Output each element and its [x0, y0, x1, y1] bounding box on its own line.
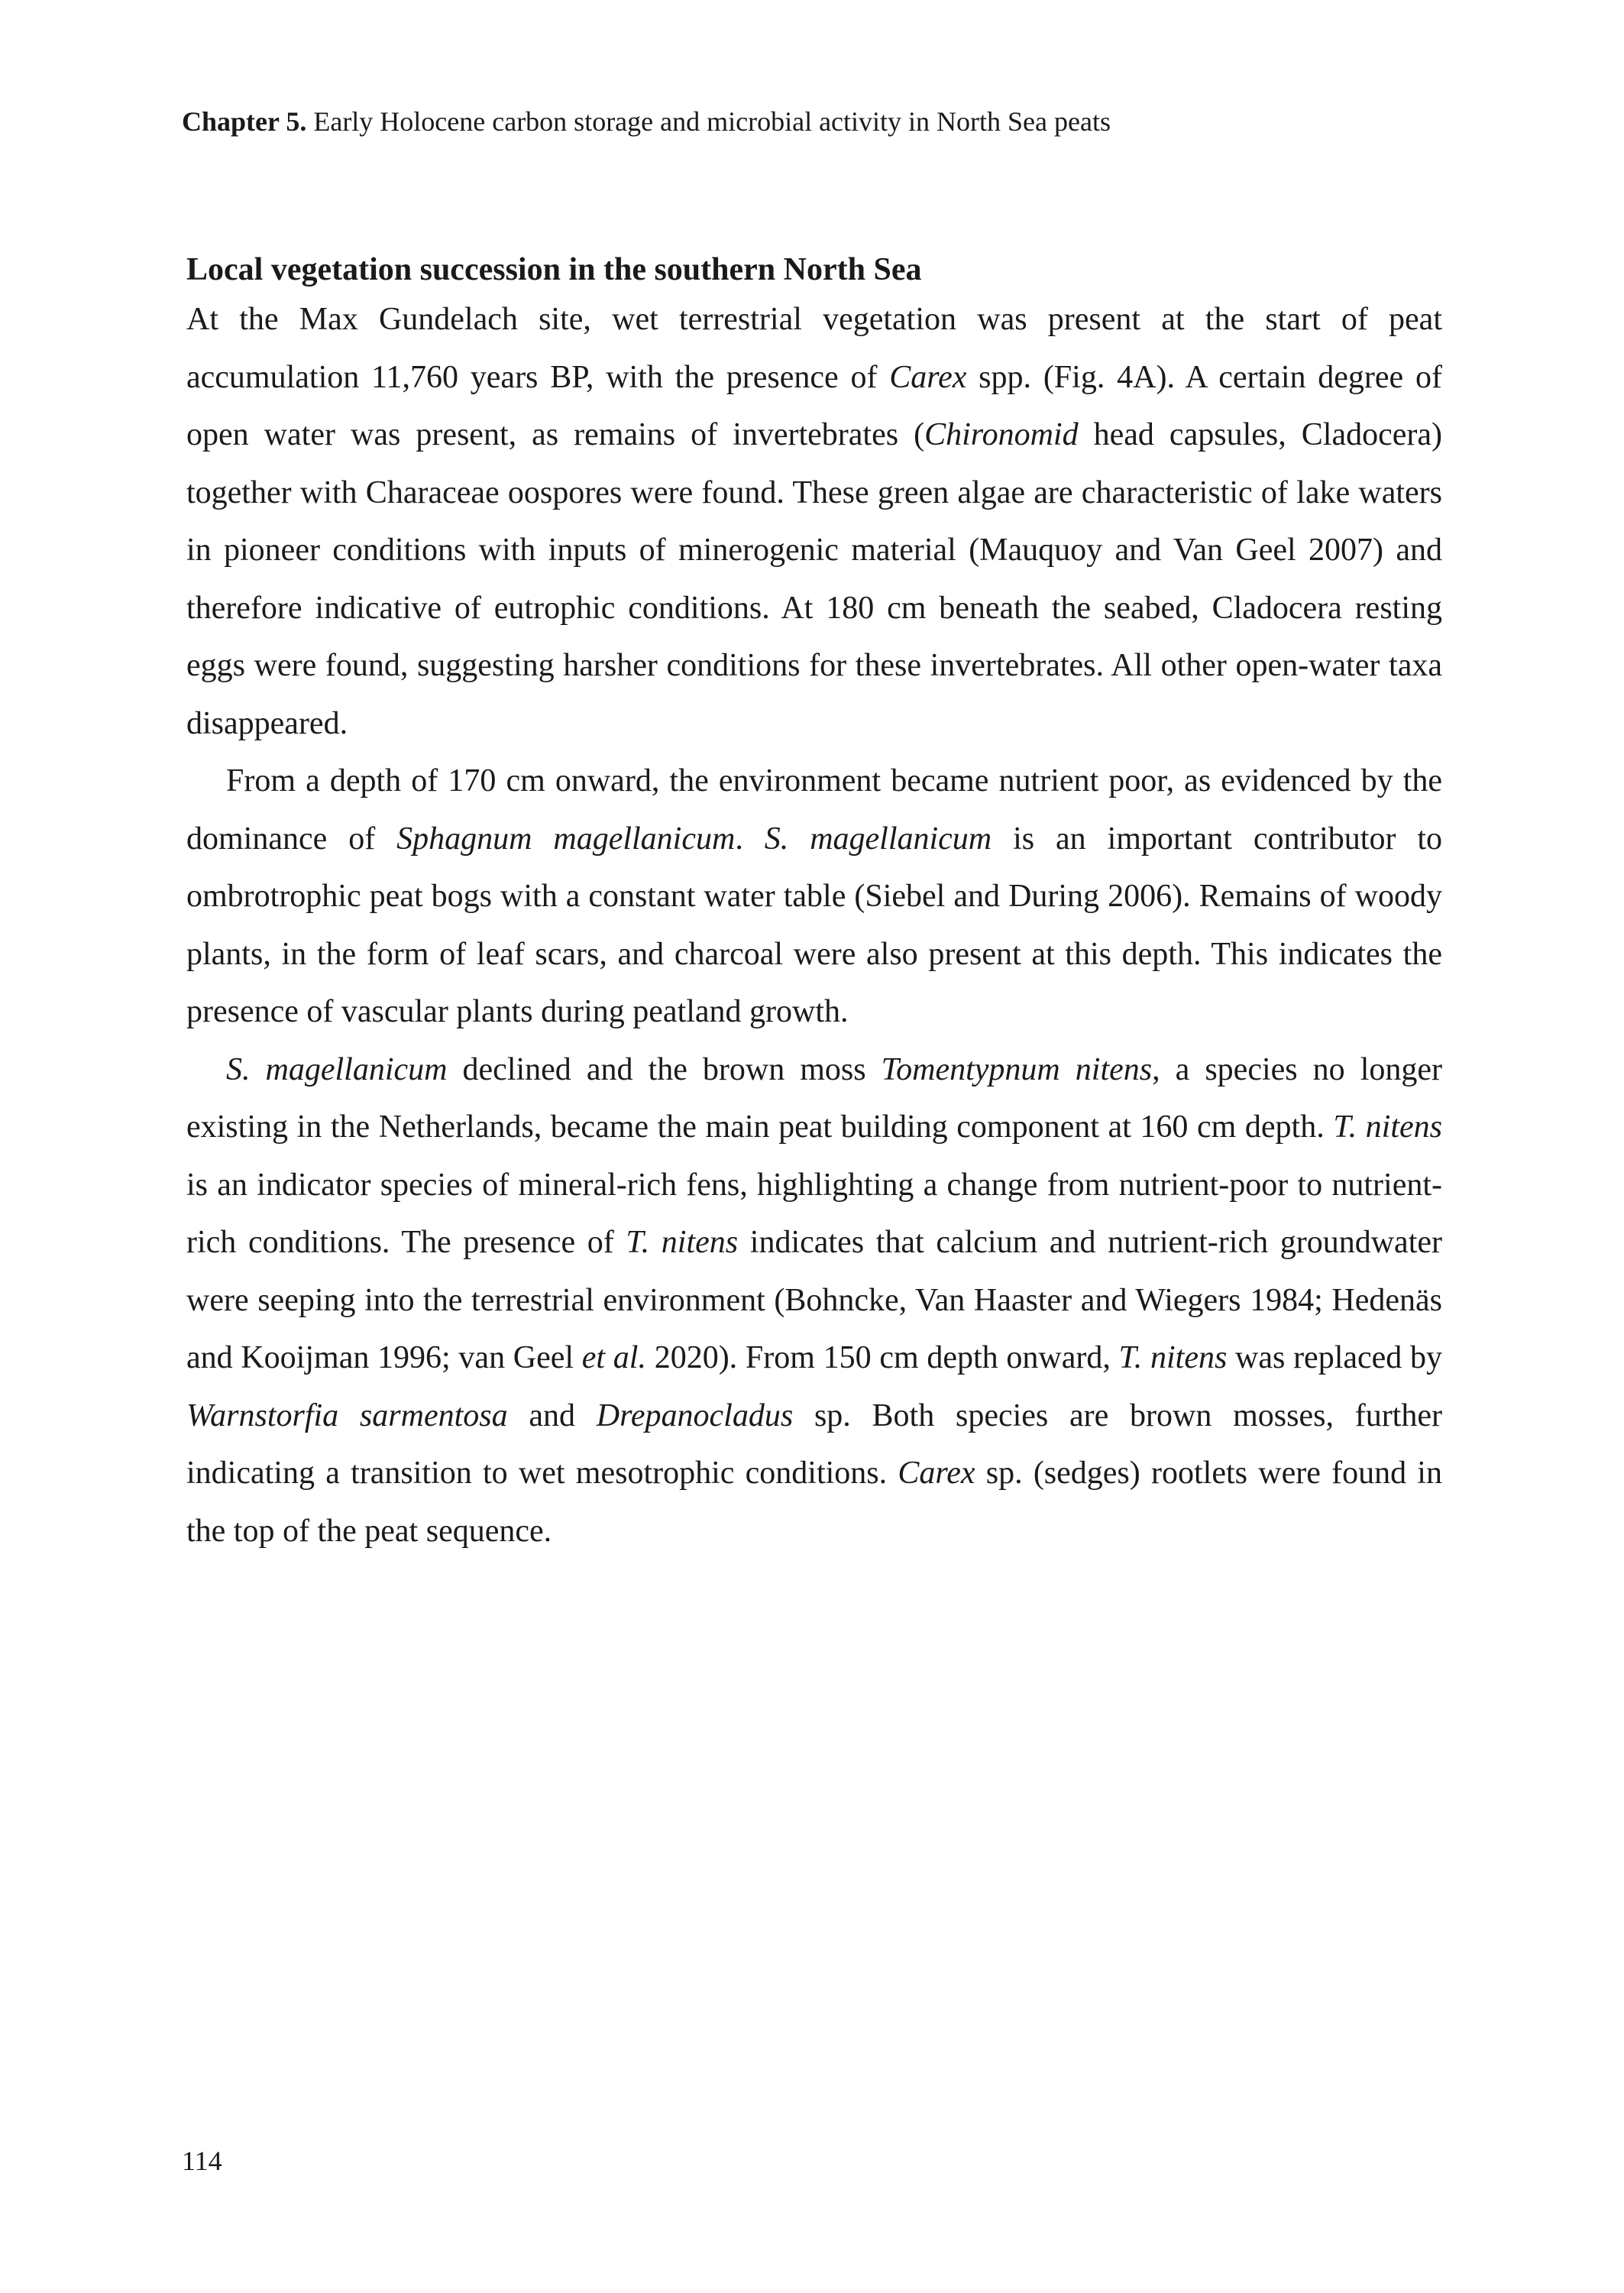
italic-term: Carex: [889, 359, 967, 395]
section-heading: Local vegetation succession in the southern North Sea: [186, 252, 922, 287]
paragraph-2: From a depth of 170 cm onward, the environment became nutrient poor, as evidenced by the dominance of Sphagnum magellanicum. S. magellanicum is an important contributor to ombrotrophic peat bogs with a constant water table (Siebel and During 2006). Remains of woody plants, in the form of leaf scars, and charcoal were also present at this depth. This indicates the presence of vascular plants during peatland growth.: [186, 763, 1443, 1029]
italic-term: Carex: [898, 1456, 975, 1491]
italic-term: Drepanocladus: [596, 1397, 794, 1433]
italic-term: T. nitens: [626, 1225, 739, 1260]
italic-term: S. magellanicum: [226, 1051, 448, 1087]
paragraph-3: S. magellanicum declined and the brown moss Tomentypnum nitens, a species no longer existing in the Netherlands, became the main peat building component at 160 cm depth. T. nitens is an indicator species of mineral-rich fens, highlighting a change from nutrient-poor to nutrient-rich conditions. The presence of T. nitens indicates that calcium and nutrient-rich groundwater were seeping into the terrestrial environment (Bohncke, Van Haaster and Wiegers 1984; Hedenäs and Kooijman 1996; van Geel et al. 2020). From 150 cm depth onward, T. nitens was replaced by Warnstorfia sarmentosa and Drepanocladus sp. Both species are brown mosses, further indicating a transition to wet mesotrophic conditions. Carex sp. (sedges) rootlets were found in the top of the peat sequence.: [186, 1051, 1442, 1549]
chapter-title: Early Holocene carbon storage and microbial activity in North Sea peats: [313, 106, 1111, 137]
chapter-label: Chapter 5.: [182, 106, 307, 137]
italic-term: Sphagnum magellanicum: [396, 821, 736, 857]
italic-term: T. nitens: [1333, 1109, 1442, 1145]
italic-term: T. nitens: [1118, 1340, 1228, 1375]
italic-term: S. magellanicum: [764, 821, 992, 857]
italic-term: Chironomid: [924, 417, 1079, 452]
paragraph-1: At the Max Gundelach site, wet terrestrial vegetation was present at the start of peat accumulation 11,760 years BP, with the presence of Carex spp. (Fig. 4A). A certain degree of open water was present, as remains of invertebrates (Chironomid head capsules, Cladocera) together with Characeae oospores were found. These green algae are characteristic of lake waters in pioneer conditions with inputs of minerogenic material (Mauquoy and Van Geel 2007) and therefore indicative of eutrophic conditions. At 180 cm beneath the seabed, Cladocera resting eggs were found, suggesting harsher conditions for these invertebrates. All other open-water taxa disappeared.: [186, 302, 1442, 741]
running-header: [182, 103, 1111, 140]
italic-term: Tomentypnum nitens: [881, 1051, 1153, 1087]
main-content: [186, 248, 1442, 1560]
italic-term: et al.: [581, 1340, 646, 1375]
italic-term: Warnstorfia sarmentosa: [186, 1397, 508, 1433]
page-number: 114: [182, 2146, 222, 2176]
